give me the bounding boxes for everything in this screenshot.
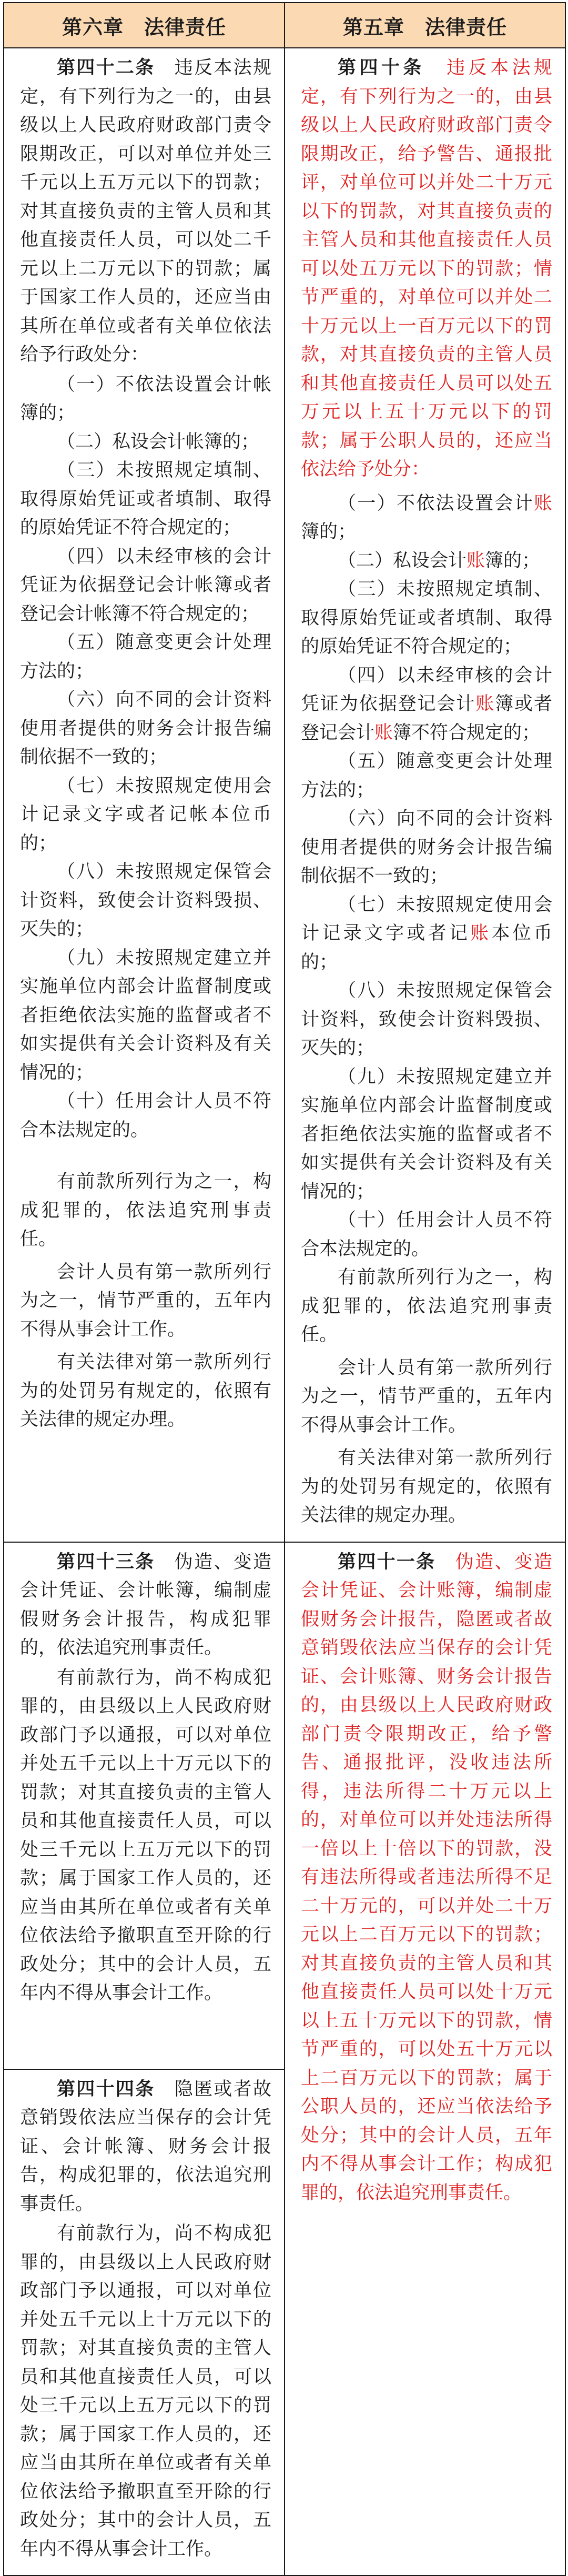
paragraph: 有关法律对第一款所列行为的处罚另有规定的，依照有关法律的规定办理。 xyxy=(301,1447,552,1526)
paragraph: 会计人员有第一款所列行为之一，情节严重的，五年内不得从事会计工作。 xyxy=(301,1357,552,1436)
list-item: （一）不依法设置会计账簿的； xyxy=(301,492,552,542)
list-item: （四）以未经审核的会计凭证为依据登记会计账簿或者登记会计账簿不符合规定的； xyxy=(301,665,552,743)
list-item: （一）不依法设置会计帐簿的； xyxy=(20,374,271,424)
list-item: （九）未按照规定建立并实施单位内部会计监督制度或者拒绝依法实施的监督或者不如实提供有关会计资料及有关情况的； xyxy=(20,947,271,1083)
article-lead: 违反本法规定，有下列行为之一的，由县级以上人民政府财政部门责令限期改正，可以对单位并处三千元以上五万元以下的罚款；对其直接负责的主管人员和其他直接责任人员，可以处二千元以上二万元以下的罚款；属于国家工作人员的，还应当由其所在单位或者有关单位依法给予行政处分： xyxy=(20,57,271,365)
cell-left-art44 xyxy=(4,2069,285,2576)
row-article-43-41 xyxy=(4,1542,565,2069)
paragraph: 有前款行为，尚不构成犯罪的，由县级以上人民政府财政部门予以通报，可以对单位并处五千元以上十万元以下的罚款；对其直接负责的主管人员和其他直接责任人员，可以处三千元以上五万元以下的罚款；属于国家工作人员的，还应当由其所在单位或者有关单位依法给予撤职直至开除的行政处分；其中的会计人员，五年内不得从事会计工作。 xyxy=(20,1667,271,2004)
paragraph: 有前款所列行为之一，构成犯罪的，依法追究刑事责任。 xyxy=(301,1267,552,1345)
article-lead: 伪造、变造会计凭证、会计账簿，编制虚假财务会计报告，隐匿或者故意销毁依法应当保存的会计凭证、会计账簿、财务会计报告的，由县级以上人民政府财政部门责令限期改正，给予警告、通报批评，没收违法所得，违法所得二十万元以上的，对单位可以并处违法所得一倍以上十倍以下的罚款，没有违法所得或者违法所得不足二十万元的，可以并处二十万元以上二百万元以下的罚款；对其直接负责的主管人员和其他直接责任人员可以处十万元以上五十万元以下的罚款，情节严重的，可以处五十万元以上二百万元以下的罚款；属于公职人员的，还应当依法给予处分；其中的会计人员，五年内不得从事会计工作；构成犯罪的，依法追究刑事责任。 xyxy=(301,1551,552,2203)
header-right: 第五章 法律责任 xyxy=(285,3,565,48)
article-number: 第四十二条 xyxy=(57,57,155,78)
header-left: 第六章 法律责任 xyxy=(4,3,285,48)
article-number: 第四十四条 xyxy=(57,2078,155,2100)
list-item: （六）向不同的会计资料使用者提供的财务会计报告编制依据不一致的； xyxy=(301,808,552,887)
list-item: （六）向不同的会计资料使用者提供的财务会计报告编制依据不一致的； xyxy=(20,689,271,768)
list-item: （七）未按照规定使用会计记录文字或者记帐本位币的； xyxy=(20,775,271,854)
cell-left-art43 xyxy=(4,1542,285,2069)
article-lead: 违反本法规定，有下列行为之一的，由县级以上人民政府财政部门责令限期改正，给予警告、通报批评，对单位可以并处二十万元以下的罚款，对其直接负责的主管人员和其他直接责任人员可以处五万元以下的罚款；情节严重的，对单位可以并处二十万元以上一百万元以下的罚款，对其直接负责的主管人员和其他直接责任人员可以处五万元以上五十万元以下的罚款；属于公职人员的，还应当依法给予处分： xyxy=(301,57,552,480)
list-item: （四）以未经审核的会计凭证为依据登记会计帐簿或者登记会计帐簿不符合规定的； xyxy=(20,546,271,625)
article-number: 第四十三条 xyxy=(57,1551,155,1573)
list-item: （八）未按照规定保管会计资料，致使会计资料毁损、灭失的； xyxy=(20,861,271,940)
cell-right-art40 xyxy=(285,48,565,1542)
article-number: 第四十一条 xyxy=(338,1551,436,1573)
list-item: （五）随意变更会计处理方法的； xyxy=(301,751,552,801)
list-item: （八）未按照规定保管会计资料，致使会计资料毁损、灭失的； xyxy=(301,980,552,1059)
header-row xyxy=(4,3,565,48)
cell-left-art42 xyxy=(4,48,285,1542)
list-item: （十）任用会计人员不符合本法规定的。 xyxy=(301,1210,552,1260)
list-item: （二）私设会计账簿的； xyxy=(338,550,541,571)
row-article-42-40 xyxy=(4,48,565,1542)
article-lead: 隐匿或者故意销毁依法应当保存的会计凭证、会计帐簿、财务会计报告，构成犯罪的，依法追究刑事责任。 xyxy=(20,2078,271,2215)
list-item: （七）未按照规定使用会计记录文字或者记账本位币的； xyxy=(301,894,552,973)
list-item: （五）随意变更会计处理方法的； xyxy=(20,632,271,682)
article-lead: 伪造、变造会计凭证、会计帐簿，编制虚假财务会计报告，构成犯罪的，依法追究刑事责任。 xyxy=(20,1551,271,1658)
article-number: 第四十条 xyxy=(338,57,425,78)
law-comparison-table xyxy=(3,2,566,2576)
list-item: （九）未按照规定建立并实施单位内部会计监督制度或者拒绝依法实施的监督或者不如实提供有关会计资料及有关情况的； xyxy=(301,1066,552,1202)
paragraph: 有前款行为，尚不构成犯罪的，由县级以上人民政府财政部门予以通报，可以对单位并处五千元以上十万元以下的罚款；对其直接负责的主管人员和其他直接责任人员，可以处三千元以上五万元以下的罚款；属于国家工作人员的，还应当由其所在单位或者有关单位依法给予撤职直至开除的行政处分；其中的会计人员，五年内不得从事会计工作。 xyxy=(20,2223,271,2560)
list-item: （十）任用会计人员不符合本法规定的。 xyxy=(20,1091,271,1141)
paragraph: 会计人员有第一款所列行为之一，情节严重的，五年内不得从事会计工作。 xyxy=(20,1261,271,1340)
cell-right-art41 xyxy=(285,1542,565,2576)
list-item: （三）未按照规定填制、取得原始凭证或者填制、取得的原始凭证不符合规定的； xyxy=(20,460,271,538)
list-item: （二）私设会计帐簿的； xyxy=(57,431,260,452)
list-item: （三）未按照规定填制、取得原始凭证或者填制、取得的原始凭证不符合规定的； xyxy=(301,579,552,657)
paragraph: 有关法律对第一款所列行为的处罚另有规定的，依照有关法律的规定办理。 xyxy=(20,1352,271,1430)
paragraph: 有前款所列行为之一，构成犯罪的，依法追究刑事责任。 xyxy=(20,1171,271,1250)
